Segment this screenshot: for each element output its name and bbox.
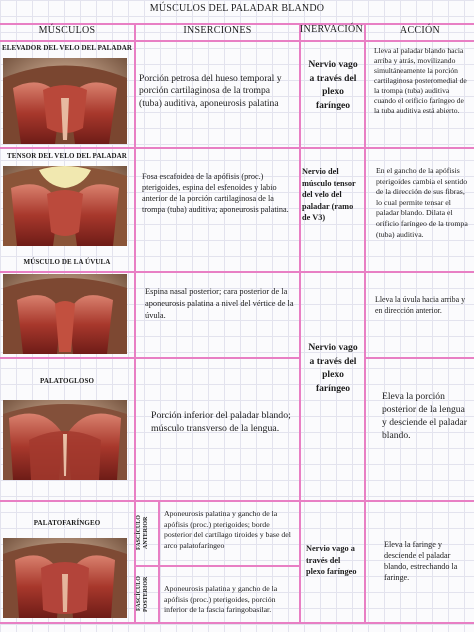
fascicle-label-posterior: FASCÍCULO POSTERIOR [136, 576, 149, 612]
muscle-name: TENSOR DEL VELO DEL PALADAR [7, 152, 127, 160]
row-divider [0, 500, 474, 502]
insertion-text: Espina nasal posterior; cara posterior de la aponeurosis palatina a nivel del vértice de la úvula. [145, 287, 294, 320]
muscle-name: PALATOGLOSO [40, 377, 94, 385]
header-inervacion: INERVACIÓN [299, 24, 364, 35]
action-text: Lleva la úvula hacia arriba y en dirección anterior. [375, 295, 466, 315]
header-bottom-border [0, 40, 474, 42]
muscle-illustration [3, 538, 127, 618]
header-inserciones: INSERCIONES [183, 25, 252, 36]
action-text: Lleva al paladar blando hacia arriba y atrás, movilizando simultáneamente la porción cartilaginosa posteromedial de la trompa (tuba) auditiva cuando el orificio faríngeo de la tuba auditiva está abierto. [374, 46, 467, 115]
action-text: Eleva la faringe y desciende el paladar blando, estrechando la faringe. [384, 540, 458, 582]
innervation-text: Nervio vago a través del plexo faríngeo [306, 544, 357, 576]
action-text: Eleva la porción posterior de la lengua y desciende el paladar blando. [382, 391, 467, 441]
muscle-name: PALATOFARÍNGEO [33, 519, 101, 527]
header-accion: ACCIÓN [399, 25, 441, 36]
fascicle-insertion-text: Aponeurosis palatina y gancho de la apófisis (proc.) pterigoides; borde posterior del cartílago tiroides y base del arco palatofaríngeo [164, 509, 291, 550]
muscle-name: MÚSCULO DE LA ÚVULA [23, 258, 111, 266]
column-divider [299, 23, 301, 624]
fascicle-insertion-text: Aponeurosis palatina y gancho de la apófisis (proc.) pterigoides, porción inferior de la fascia faringobasilar. [164, 584, 278, 615]
muscle-illustration [3, 274, 127, 354]
innervation-text: Nervio vago a través del plexo faríngeo [308, 59, 358, 111]
table-bottom-border [0, 622, 474, 624]
fascicle-label-anterior: FASCÍCULO ANTERIOR [136, 515, 149, 551]
muscle-illustration [3, 58, 127, 144]
row-divider [0, 147, 474, 149]
row-divider [134, 357, 299, 359]
header-musculos: MÚSCULOS [38, 25, 96, 36]
column-divider [364, 23, 366, 624]
muscle-illustration [3, 400, 127, 480]
muscle-name: ELEVADOR DEL VELO DEL PALADAR [1, 44, 133, 52]
insertion-text: Porción petrosa del hueso temporal y porción cartilaginosa de la trompa (tuba) auditiva, aponeurosis palatina [139, 73, 282, 109]
insertion-text: Porción inferior del paladar blando; músculo transverso de la lengua. [151, 410, 291, 434]
row-divider [364, 357, 474, 359]
fascicle-column-divider [158, 500, 160, 624]
innervation-text: Nervio del músculo tensor del velo del paladar (ramo de V3) [302, 167, 356, 222]
innervation-text: Nervio vago a través del plexo faríngeo [308, 342, 358, 394]
row-divider [0, 271, 474, 273]
row-divider [0, 357, 134, 359]
insertion-text: Fosa escafoidea de la apófisis (proc.) pterigoides, espina del esfenoides y labio anterior de la porción cartilaginosa de la trompa (tuba) auditiva; aponeurosis palatina. [142, 172, 289, 214]
page-title: MÚSCULOS DEL PALADAR BLANDO [149, 3, 325, 14]
action-text: En el gancho de la apófisis pterigoides cambia el sentido de la dirección de sus fibras, lo cual permite tensar el paladar blando. Dilata el orificio faríngeo de la trompa (tuba) auditiva. [376, 166, 468, 239]
muscle-illustration [3, 166, 127, 246]
